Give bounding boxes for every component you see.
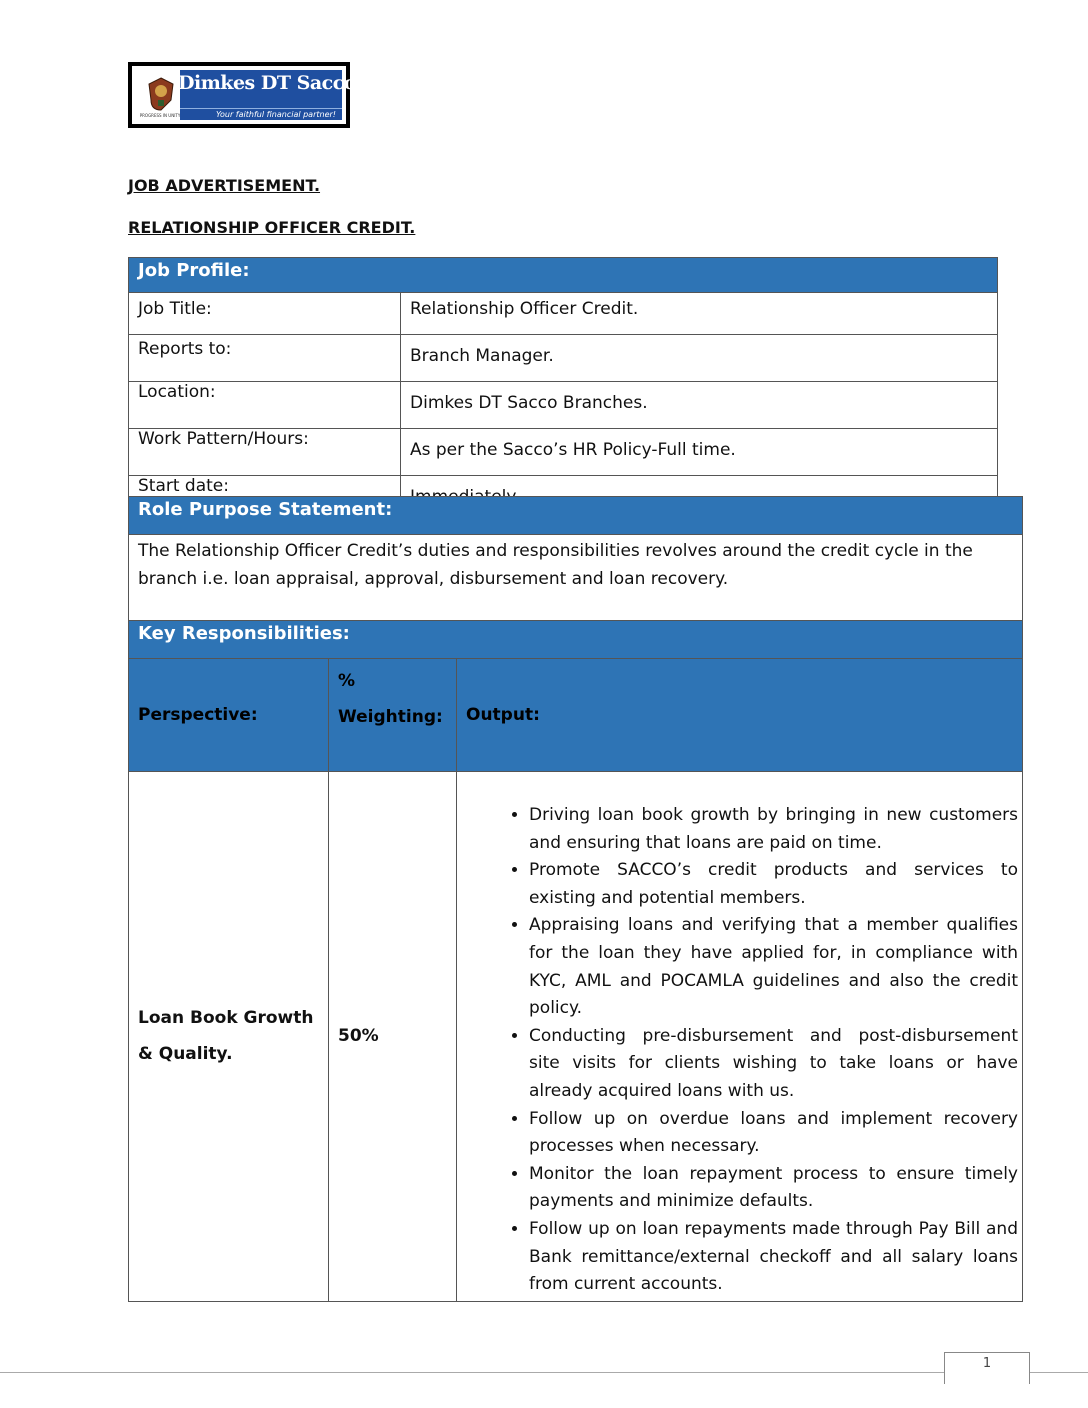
position-heading: RELATIONSHIP OFFICER CREDIT. xyxy=(128,218,416,237)
footer-divider xyxy=(0,1372,1088,1373)
list-item: • Follow up on overdue loans and implement recovery processes when necessary. xyxy=(529,1106,1018,1161)
row-label: Location: xyxy=(129,382,401,429)
row-label: Start date: xyxy=(129,476,401,523)
perspective-header: Perspective: xyxy=(129,659,329,772)
company-logo xyxy=(128,62,356,128)
weighting-cell: 50% xyxy=(329,772,457,1302)
weighting-header xyxy=(329,659,457,772)
list-item: • Monitor the loan repayment process to ensure timely payments and minimize defaults. xyxy=(529,1161,1018,1216)
row-value: Immediately. xyxy=(401,476,998,523)
row-label: Job Title: xyxy=(129,293,401,335)
page-number: 1 xyxy=(982,1356,992,1371)
responsibilities-column-headers xyxy=(129,659,1023,772)
table-row xyxy=(129,429,998,476)
list-item: • Driving loan book growth by bringing in new customers and ensuring that loans are paid on time. xyxy=(529,802,1018,857)
key-responsibilities-header xyxy=(129,621,1023,659)
output-header: Output: xyxy=(457,659,1023,772)
job-profile-header xyxy=(129,258,998,293)
job-profile-title: Job Profile: xyxy=(129,258,998,293)
brand-name: Dimkes DT Sacco xyxy=(178,72,356,94)
job-profile-table xyxy=(128,257,998,523)
row-label: Reports to: xyxy=(129,335,401,382)
row-value: Dimkes DT Sacco Branches. xyxy=(401,382,998,429)
key-responsibilities-title: Key Responsibilities: xyxy=(129,621,1023,659)
list-item: • Promote SACCO’s credit products and services to existing and potential members. xyxy=(529,857,1018,912)
list-item: • Follow up on loan repayments made through Pay Bill and Bank remittance/external checkoff and all salary loans from current accounts. xyxy=(529,1216,1018,1299)
table-row xyxy=(129,293,998,335)
list-item: • Conducting pre-disbursement and post-disbursement site visits for clients wishing to take loans or have already acquired loans with us. xyxy=(529,1023,1018,1106)
table-row xyxy=(129,335,998,382)
weighting-percent-symbol: % xyxy=(338,671,356,691)
row-label: Work Pattern/Hours: xyxy=(129,429,401,476)
role-table xyxy=(128,496,1023,1302)
weighting-label: Weighting: xyxy=(338,707,443,727)
table-row xyxy=(129,772,1023,1302)
row-value: As per the Sacco’s HR Policy-Full time. xyxy=(401,429,998,476)
row-value: Branch Manager. xyxy=(401,335,998,382)
role-purpose-row xyxy=(129,535,1023,621)
role-purpose-text: The Relationship Officer Credit’s duties and responsibilities revolves around the credit cycle in the branch i.e. loan appraisal, approval, disbursement and loan recovery. xyxy=(129,535,1023,621)
output-cell xyxy=(457,772,1023,1302)
crest-text: PROGRESS IN UNITY xyxy=(139,113,181,118)
perspective-cell: Loan Book Growth & Quality. xyxy=(129,772,329,1302)
row-value: Relationship Officer Credit. xyxy=(401,293,998,335)
logo-crest-area xyxy=(136,70,180,120)
output-list xyxy=(497,802,1018,1299)
role-purpose-header xyxy=(129,497,1023,535)
table-row xyxy=(129,382,998,429)
advert-heading: JOB ADVERTISEMENT. xyxy=(128,176,321,195)
crest-icon xyxy=(146,76,176,114)
role-purpose-title: Role Purpose Statement: xyxy=(129,497,1023,535)
list-item: • Appraising loans and verifying that a member qualifies for the loan they have applied for, in compliance with KYC, AML and POCAMLA guidelines and also the credit policy. xyxy=(529,912,1018,1022)
brand-tagline: Your faithful financial partner! xyxy=(180,108,342,120)
